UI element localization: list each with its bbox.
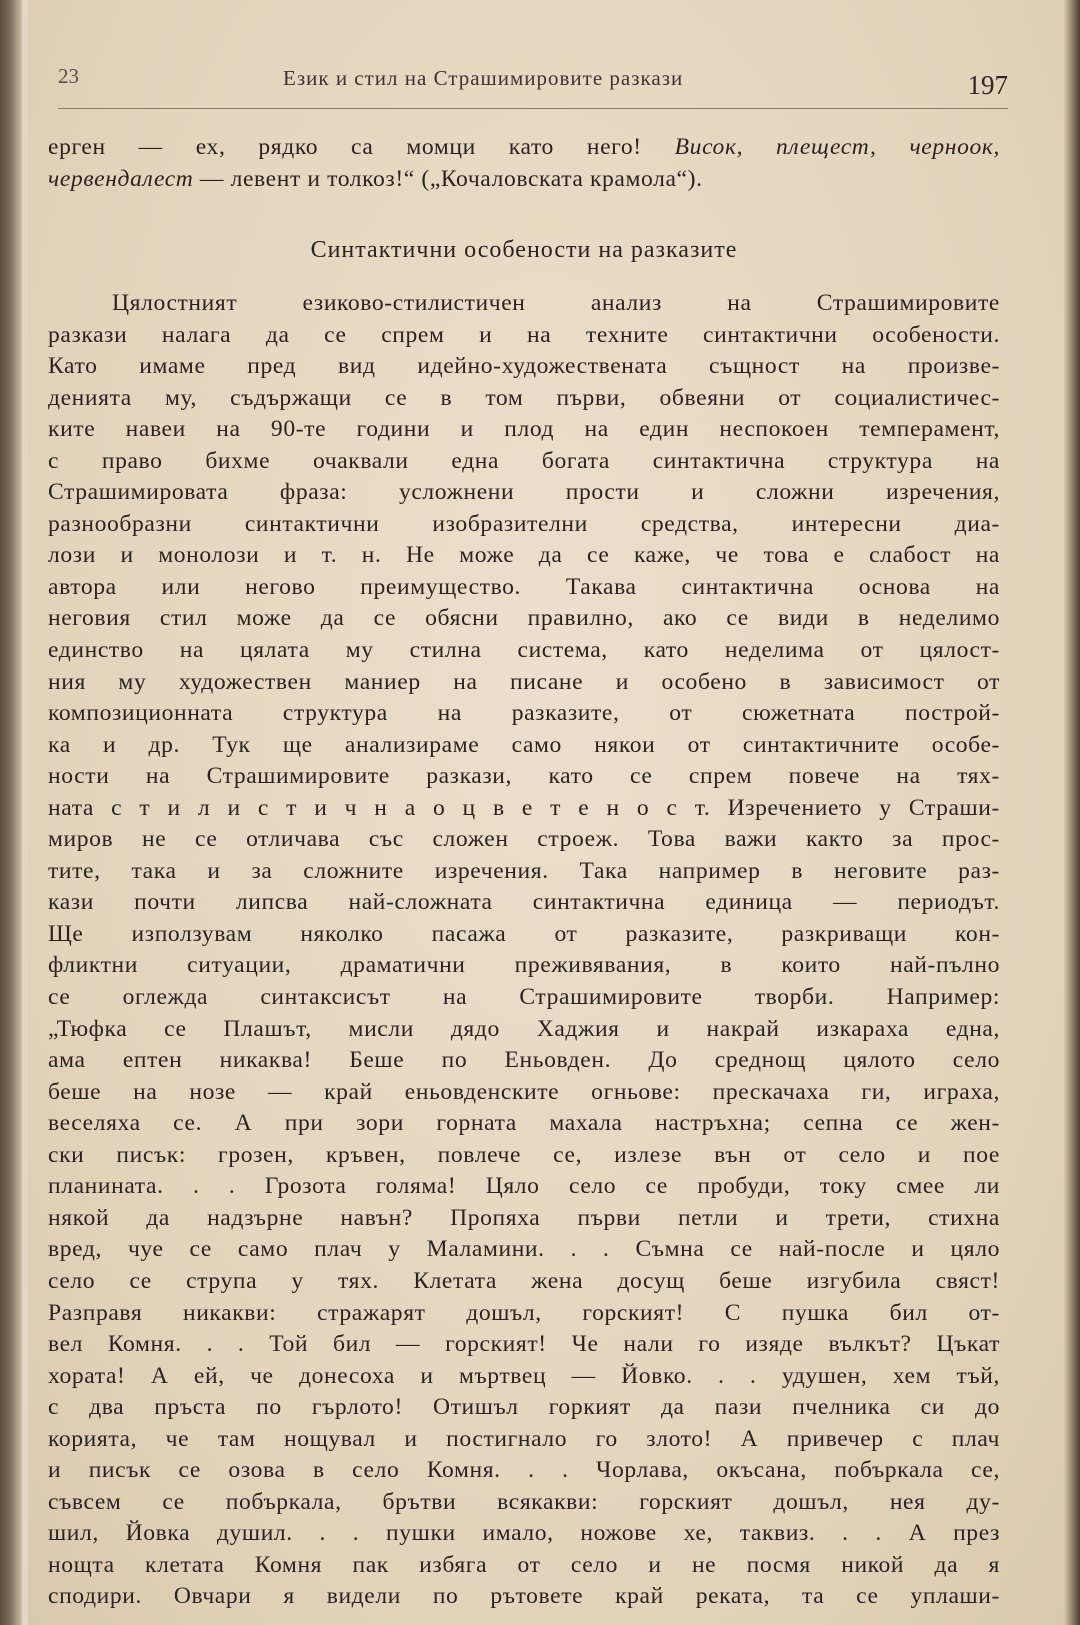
text-line: ка и др. Тук ще анализираме само някои от синтактичните особе- — [48, 731, 1000, 758]
intro-paragraph — [48, 132, 1000, 195]
text-line: лози и монолози и т. н. Не може да се каже, че това е слабост на — [48, 542, 1000, 569]
text-line: се оглежда синтаксисът на Страшимировите творби. Например: — [48, 984, 1000, 1011]
text-line: планината. . . Грозота голяма! Цяло село се пробуди, току смее ли — [48, 1173, 1000, 1200]
text-line: с два пръста по гърлото! Отишъл горкият да пази пчелника си до — [48, 1394, 1000, 1421]
text-line: с право бихме очаквали една богата синтактична структура на — [48, 447, 1000, 474]
text-line: корията, че там нощувал и постигнало го злото! А привечер с плач — [48, 1425, 1000, 1452]
text-line: разнообразни синтактични изобразителни средства, интересни диа- — [48, 510, 1000, 537]
section-number: 23 — [58, 64, 79, 88]
text-line: някой да надзърне навън? Пропяха първи петли и трети, стихна — [48, 1204, 1000, 1231]
text-line: Като имаме пред вид идейно-художествената същност на произве- — [48, 353, 1000, 380]
text-segment: — левент и толкоз!“ („Кочаловската крамола“). — [193, 165, 703, 192]
text-line — [48, 164, 1000, 196]
text-line: вред, чуе се само плач у Маламини. . . Съмна се най-после и цяло — [48, 1236, 1000, 1263]
text-line: Цялостният езиково-стилистичен анализ на Страшимировите — [112, 290, 1000, 316]
text-line: село се струпа у тях. Клетата жена досущ беше изгубила свяст! — [48, 1267, 1000, 1294]
running-title: Език и стил на Страшимировите разкази — [283, 66, 684, 90]
page-number: 197 — [967, 70, 1008, 100]
text-line: композиционната структура на разказите, от сюжетната построй- — [48, 700, 1000, 727]
text-line: ната с т и л и с т и ч н а о ц в е т е н о с т. Изречението у Страши- — [48, 794, 1000, 821]
text-line: хората! А ей, че донесоха и мъртвец — Йовко. . . удушен, хем тъй, — [48, 1362, 1000, 1389]
text-line: миров не се отличава със сложен строеж. Това важи както за прос- — [48, 826, 1000, 853]
text-line: ния му художествен маниер на писане и особено в зависимост от — [48, 668, 1000, 695]
text-line: Ще използувам няколко пасажа от разказите, разкриващи кон- — [48, 920, 1000, 947]
running-header — [58, 64, 1008, 110]
text-line: кази почти липсва най-сложната синтактична единица — периодът. — [48, 889, 1000, 916]
text-line: шил, Йовка душил. . . пушки имало, ножове хе, таквиз. . . А през — [48, 1520, 1000, 1547]
text-line: денията му, съдържащи се в том първи, обвеяни от социалистичес- — [48, 384, 1000, 411]
header-rule — [58, 108, 1008, 109]
text-line: ама ептен никаква! Беше по Еньовден. До среднощ цялото село — [48, 1047, 1000, 1074]
text-segment: ерген — ех, рядко са момци като него! — [48, 134, 675, 160]
text-line: ности на Страшимировите разкази, като се спрем повече на тях- — [48, 763, 1000, 790]
text-line: ките навеи на 90-те години и плод на един неспокоен темперамент, — [48, 416, 1000, 443]
text-line: вел Комня. . . Той бил — горският! Че нали го изяде вълкът? Цъкат — [48, 1331, 1000, 1358]
text-line: „Тюфка се Плашът, мисли дядо Хаджия и накрай изкараха една, — [48, 1015, 1000, 1042]
text-line — [48, 132, 1000, 164]
text-line: и писък се озова в село Комня. . . Чорлава, окъсана, побъркала се, — [48, 1457, 1000, 1484]
text-line: фликтни ситуации, драматични преживявания, в които най-пълно — [48, 952, 1000, 979]
text-line: Страшимировата фраза: усложнени прости и сложни изречения, — [48, 479, 1000, 506]
italic-segment: червендалест — [48, 165, 194, 192]
text-line: сподири. Овчари я видели по рътовете край реката, та се уплаши- — [48, 1583, 1000, 1610]
page-edge-shadow — [1064, 0, 1080, 1625]
italic-segment: Висок, плещест, черноок, — [674, 134, 1000, 160]
text-line: беше на нозе — край еньовденските огньове: прескачаха ги, играха, — [48, 1078, 1000, 1105]
text-line: веселяха се. А при зори горната махала настръхна; сепна се жен- — [48, 1110, 1000, 1137]
text-line: тите, така и за сложните изречения. Така например в неговите раз- — [48, 857, 1000, 884]
book-binding-shadow — [0, 0, 22, 1625]
text-line: Разправя никакви: стражарят дошъл, горският! С пушка бил от- — [48, 1299, 1000, 1326]
text-line: ски писък: грозен, кръвен, повлече се, излезе вън от село и пое — [48, 1141, 1000, 1168]
text-line: нощта клетата Комня пак избяга от село и не посмя никой да я — [48, 1551, 1000, 1578]
text-line: неговия стил може да се обясни правилно, ако се види в неделимо — [48, 605, 1000, 632]
text-line: съвсем се побъркала, брътви всякакви: горският дошъл, нея ду- — [48, 1488, 1000, 1515]
section-heading: Синтактични особености на разказите — [310, 237, 738, 263]
body-paragraph — [48, 288, 1000, 1613]
text-line: единство на цялата му стилна система, като неделима от цялост- — [48, 637, 1000, 664]
text-line: автора или негово преимущество. Такава синтактична основа на — [48, 573, 1000, 600]
text-line: разкази налага да се спрем и на техните синтактични особености. — [48, 321, 1000, 348]
